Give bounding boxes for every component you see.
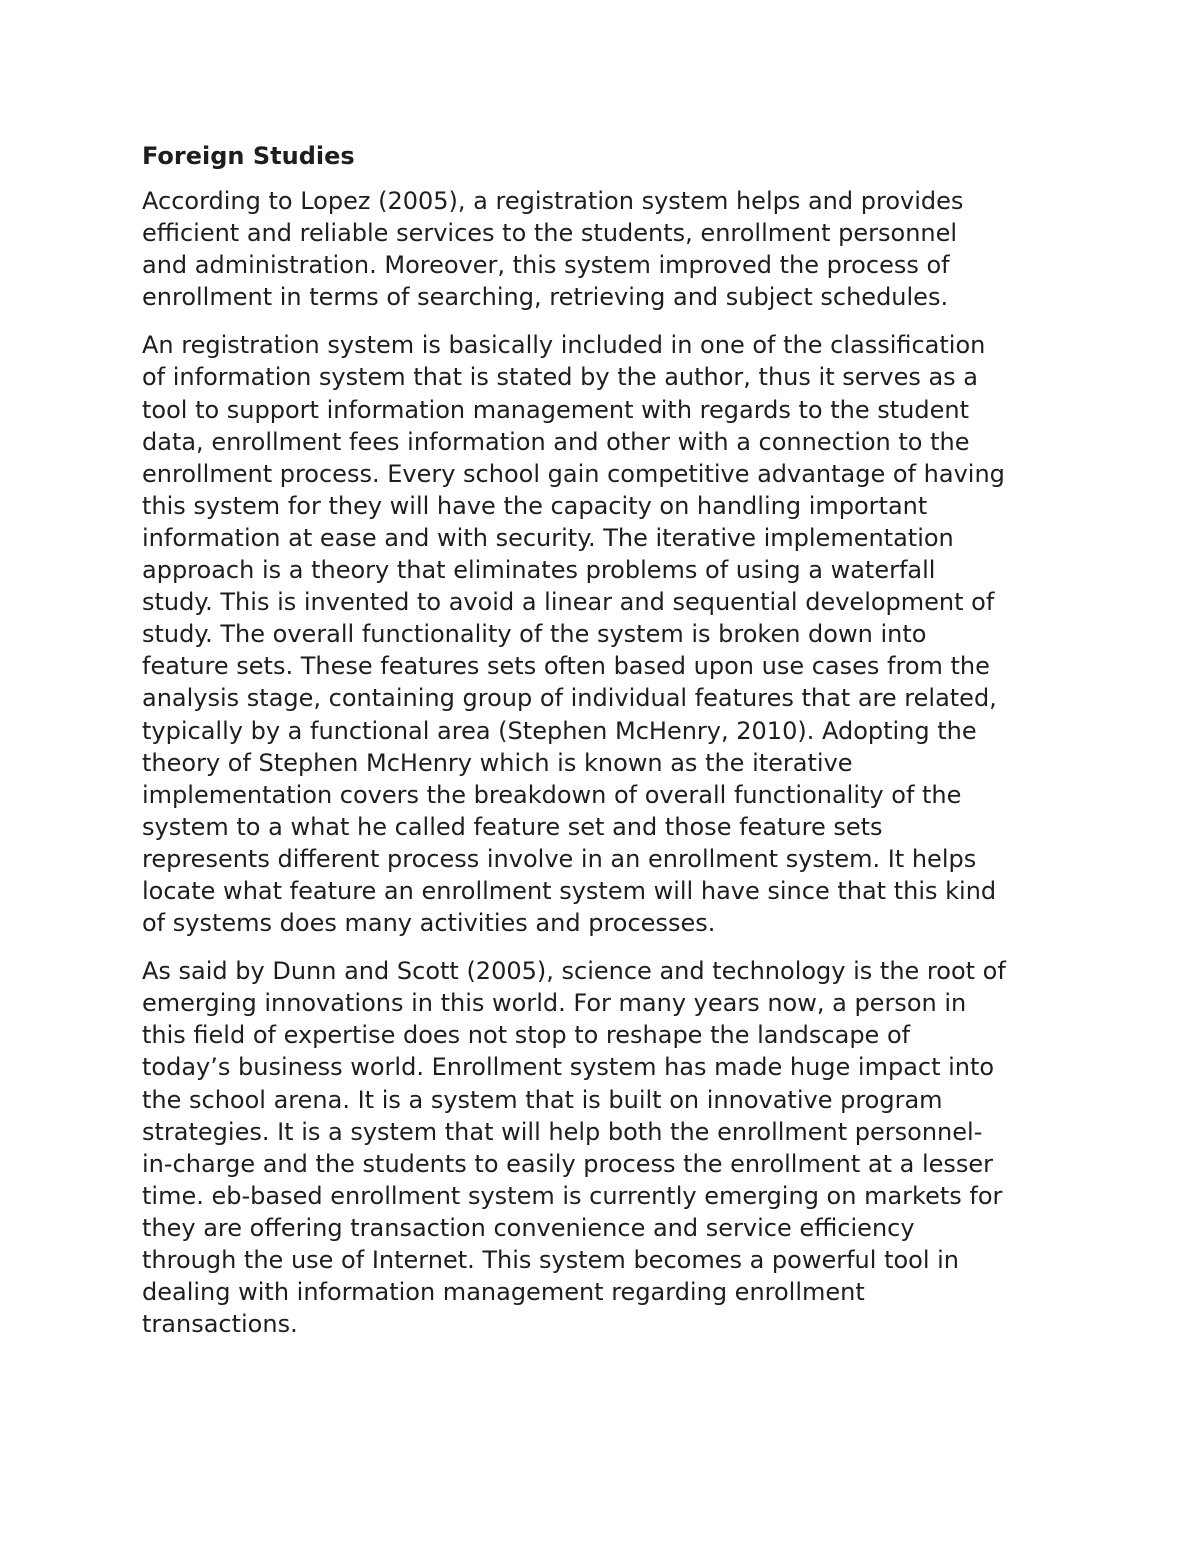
text-line: this system for they will have the capacity on handling important <box>142 491 928 520</box>
text-line: today’s business world. Enrollment system has made huge impact into <box>142 1053 995 1082</box>
text-line: through the use of Internet. This system becomes a powerful tool in <box>142 1246 960 1274</box>
text-line: they are offering transaction convenience and service efficiency <box>142 1213 915 1242</box>
text-line: locate what feature an enrollment system will have since that this kind <box>142 876 997 905</box>
text-line: efficient and reliable services to the students, enrollment personnel <box>142 219 958 248</box>
text-line: approach is a theory that eliminates problems of using a waterfall <box>142 556 936 585</box>
text-line: the school arena. It is a system that is built on innovative program <box>142 1085 943 1114</box>
text-line: of information system that is stated by the author, thus it serves as a <box>142 363 979 392</box>
text-line: system to a what he called feature set and those feature sets <box>142 812 883 841</box>
paragraph-3 <box>142 955 1072 1340</box>
text-line: this field of expertise does not stop to reshape the landscape of <box>142 1021 911 1050</box>
text-line: As said by Dunn and Scott (2005), science and technology is the root of <box>142 957 1006 986</box>
text-line: theory of Stephen McHenry which is known as the iterative <box>142 748 853 777</box>
paragraph-2 <box>142 329 1072 939</box>
text-line: and administration. Moreover, this system improved the process of <box>142 251 950 280</box>
text-line: dealing with information management regarding enrollment <box>142 1278 865 1307</box>
text-line: study. The overall functionality of the system is broken down into <box>142 620 927 649</box>
text-line: emerging innovations in this world. For many years now, a person in <box>142 989 967 1018</box>
text-line: data, enrollment fees information and other with a connection to the <box>142 427 970 456</box>
text-line: According to Lopez (2005), a registration system helps and provides <box>142 187 964 215</box>
section-heading: Foreign Studies <box>142 142 355 170</box>
text-line: enrollment process. Every school gain competitive advantage of having <box>142 459 1005 488</box>
document-body <box>142 137 1072 1356</box>
text-line: in-charge and the students to easily process the enrollment at a lesser <box>142 1149 994 1178</box>
text-line: represents different process involve in an enrollment system. It helps <box>142 844 977 873</box>
text-line: An registration system is basically included in one of the classification <box>142 331 986 360</box>
text-line: analysis stage, containing group of individual features that are related, <box>142 684 997 713</box>
text-line: enrollment in terms of searching, retrieving and subject schedules. <box>142 283 949 312</box>
text-line: strategies. It is a system that will help both the enrollment personnel- <box>142 1117 983 1146</box>
text-line: time. eb-based enrollment system is currently emerging on markets for <box>142 1181 1003 1210</box>
text-line: study. This is invented to avoid a linear and sequential development of <box>142 588 995 617</box>
text-line: feature sets. These features sets often based upon use cases from the <box>142 652 990 681</box>
text-line: tool to support information management with regards to the student <box>142 395 970 424</box>
text-line: typically by a functional area (Stephen McHenry, 2010). Adopting the <box>142 716 977 745</box>
text-line: transactions. <box>142 1310 298 1339</box>
text-line: information at ease and with security. The iterative implementation <box>142 523 954 552</box>
paragraph-1 <box>142 185 1072 313</box>
text-line: of systems does many activities and processes. <box>142 909 716 938</box>
text-line: implementation covers the breakdown of overall functionality of the <box>142 780 962 809</box>
